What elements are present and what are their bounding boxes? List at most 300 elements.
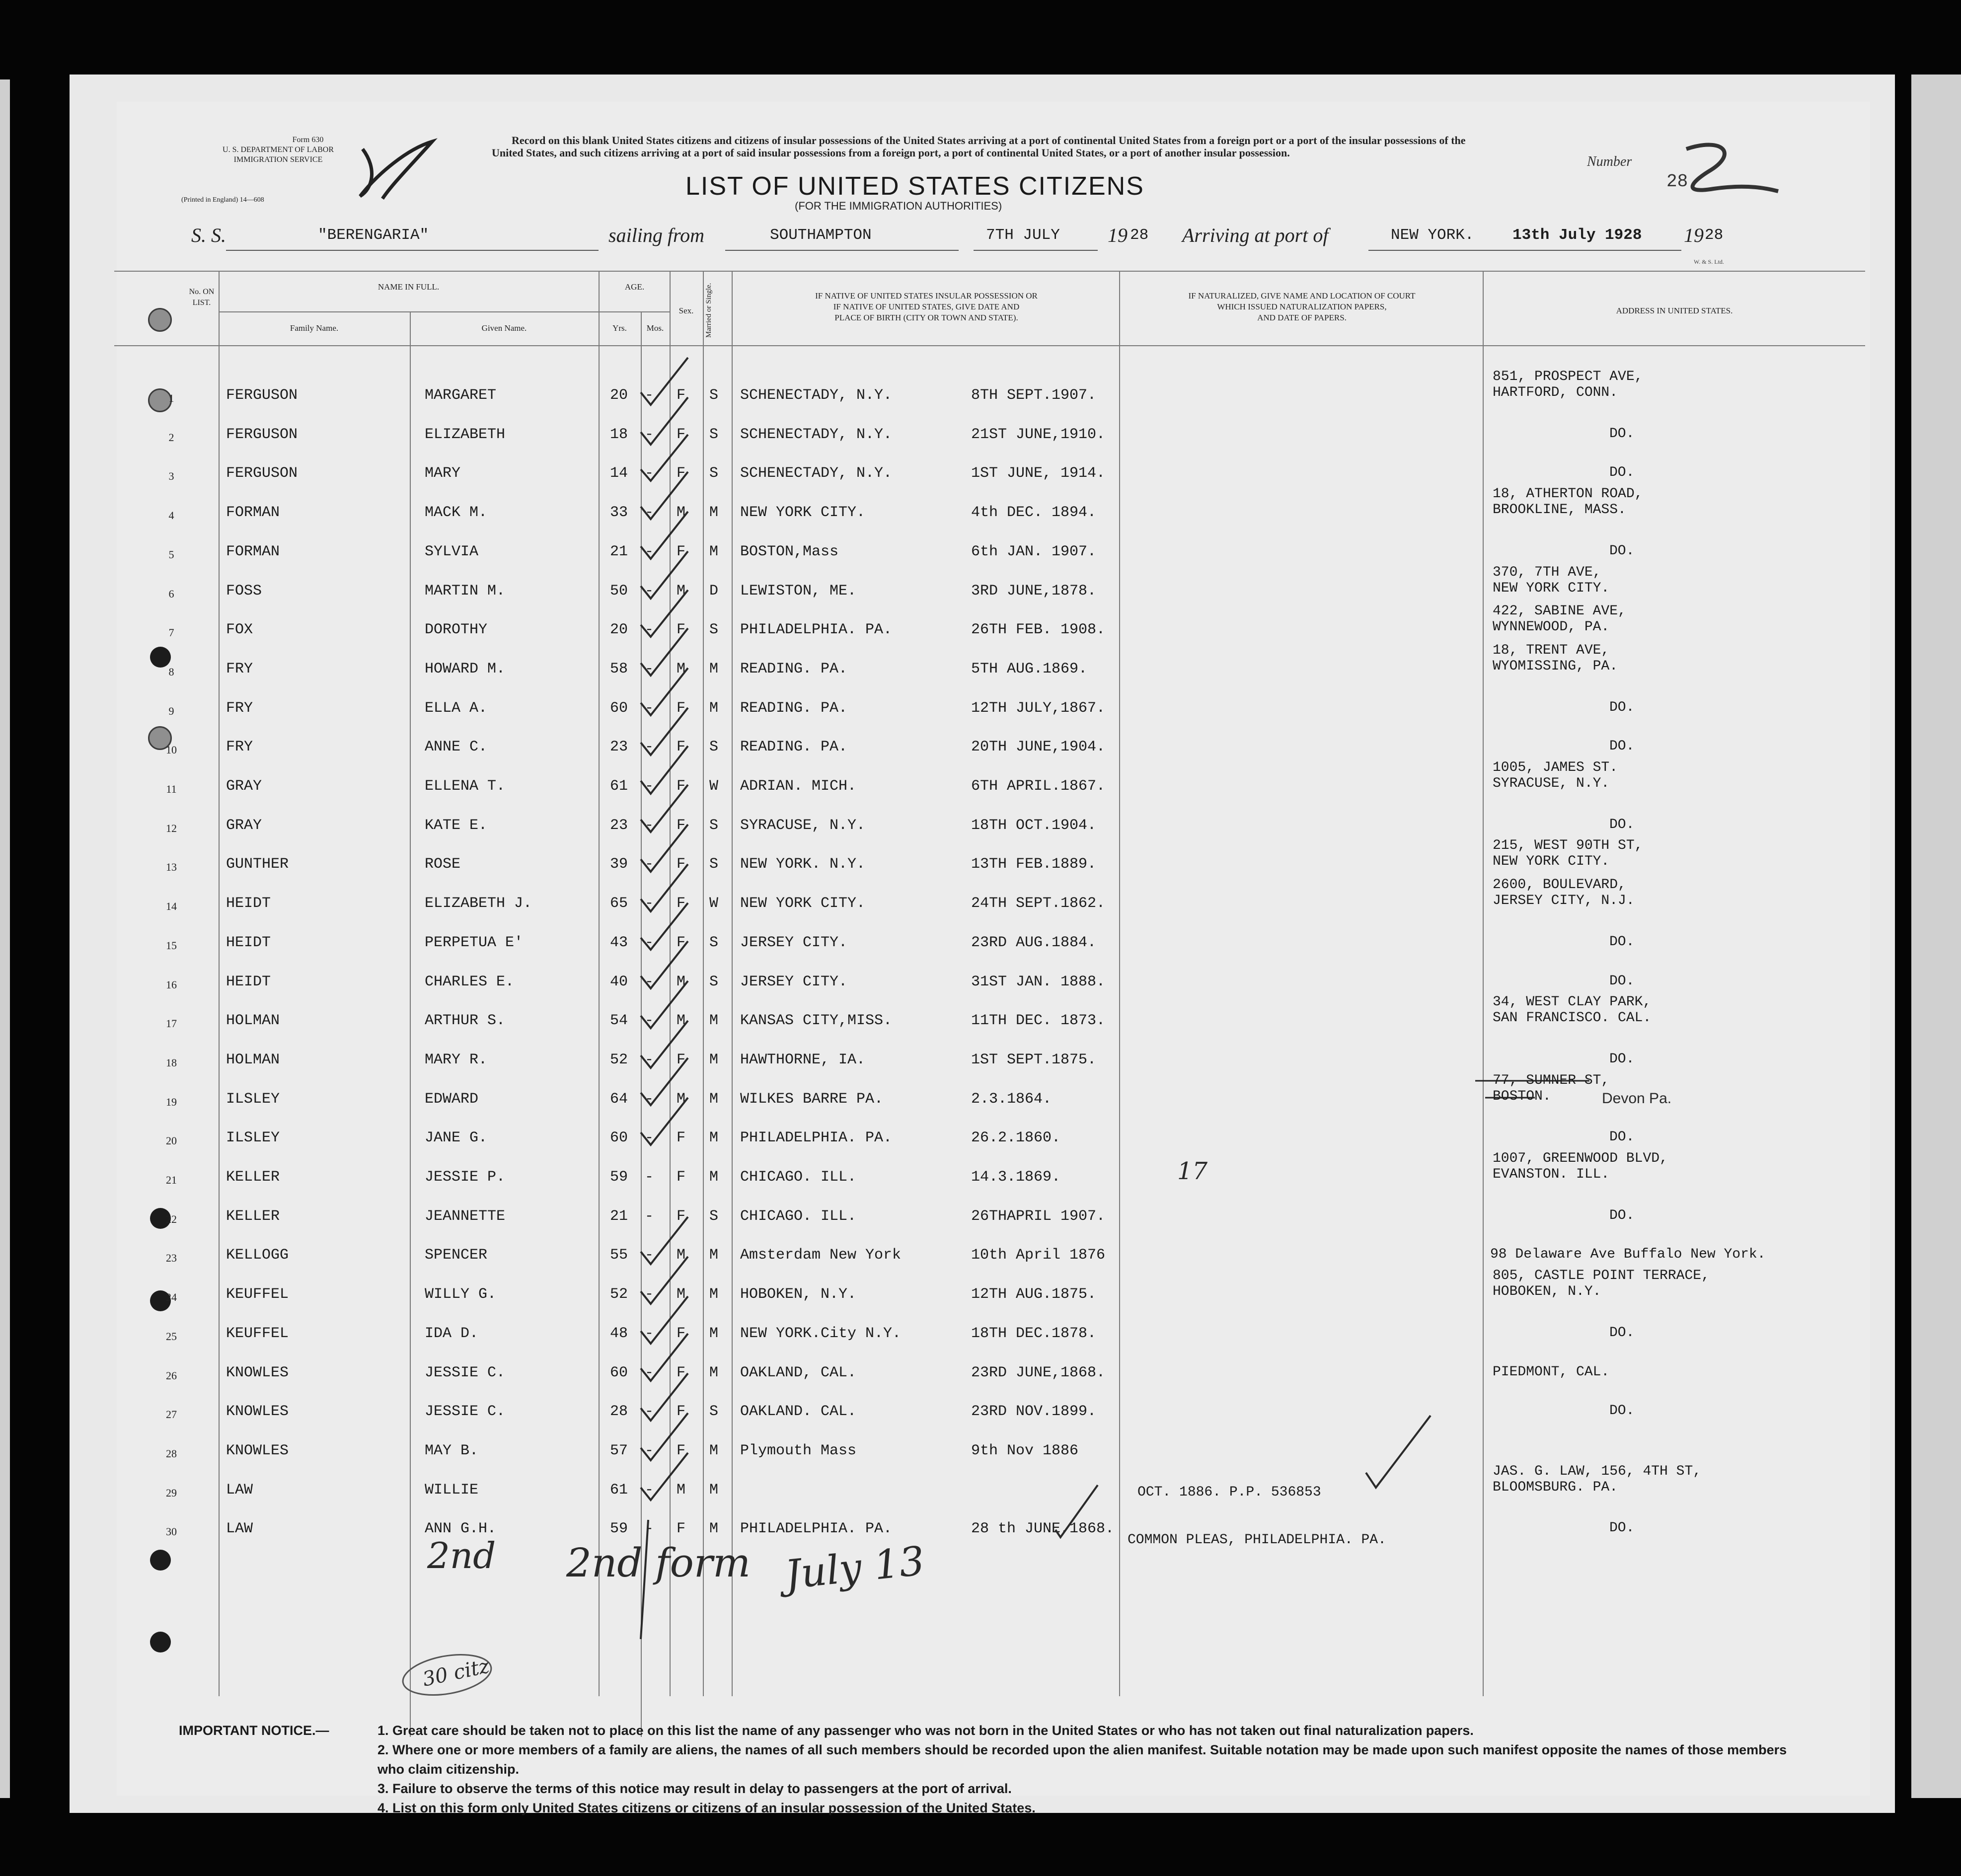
header-sex: Sex. [679,306,694,315]
marital-status: M [709,1520,719,1537]
given-name: JEANNETTE [425,1208,506,1225]
age-years: 60 [610,1364,628,1381]
family-name: HOLMAN [226,1012,280,1029]
sex: F [677,1325,686,1342]
address-line-1: DO. [1609,1520,1635,1536]
family-name: FERGUSON [226,426,298,443]
given-name: MAY B. [425,1442,479,1459]
birth-place: NEW YORK.City N.Y. [740,1325,902,1342]
age-months: - [645,621,654,638]
age-months: - [645,1247,654,1264]
birth-place: HOBOKEN, N.Y. [740,1286,857,1303]
age-months: - [645,1520,654,1537]
marital-status: S [709,974,719,990]
age-years: 55 [610,1247,628,1264]
birth-date: 4th DEC. 1894. [971,504,1097,521]
table-row [0,1268,1961,1314]
address [1609,543,1634,559]
age-months: - [645,426,654,443]
address-line-1: DO. [1609,817,1635,832]
birth-place: OAKLAND, CAL. [740,1364,857,1381]
birth-place: CHICAGO. ILL. [740,1208,857,1225]
marital-status: M [709,700,719,717]
family-name: KELLOGG [226,1247,289,1264]
page-title: LIST OF UNITED STATES CITIZENS [685,172,1144,201]
header-years: Yrs. [612,323,627,333]
age-months: - [645,543,654,560]
birth-date: 9th Nov 1886 [971,1442,1079,1459]
header-name-in-full: NAME IN FULL. [377,282,440,292]
row-number: 15 [166,939,177,952]
age-years: 59 [610,1169,628,1186]
marital-status: S [709,426,719,443]
birth-place: PHILADELPHIA. PA. [740,1520,893,1537]
header-given-name: Given Name. [481,323,527,333]
family-name: LAW [226,1482,253,1499]
birth-place: NEW YORK CITY. [740,504,866,521]
departure-year-prefix: 19 [1108,224,1128,246]
birth-place: BOSTON,Mass [740,543,839,560]
important-notice [179,1721,1803,1860]
sex: F [677,895,686,912]
marital-status: S [709,739,719,755]
age-years: 52 [610,1286,628,1303]
given-name: MARY R. [425,1051,488,1068]
sex: M [677,1482,686,1499]
age-months: - [645,1325,654,1342]
age-months: - [645,1482,654,1499]
sex: M [677,1286,686,1303]
address-line-1: PIEDMONT, CAL. [1493,1364,1610,1380]
age-years: 20 [610,621,628,638]
address-line-1: 215, WEST 90TH ST, [1493,838,1643,853]
sex: M [677,1091,686,1108]
record-instructions: Record on this blank United States citizens and citizens of insular possessions of the United States arriving at a port of continental United States from a foreign port or a port of the insular possessions of the United States, and such citizens arriving at a port of said insular possessions from a foreign port, a port of continental United States, or a port of another insular possession. [492,134,1466,159]
sex: M [677,583,686,600]
address-line-1: 77, SUMNER ST, [1493,1073,1610,1088]
marital-status: M [709,1364,719,1381]
marital-status: M [709,1091,719,1108]
birth-date: 28 th JUNE,1868. [971,1520,1115,1537]
birth-date: 26THAPRIL 1907. [971,1208,1106,1225]
marital-status: S [709,621,719,638]
age-years: 58 [610,661,628,677]
birth-place: WILKES BARRE PA. [740,1091,884,1108]
age-months: - [645,387,654,404]
birth-date: 12TH JULY,1867. [971,700,1106,717]
birth-date: 3RD JUNE,1878. [971,583,1097,600]
address-line-1: 34, WEST CLAY PARK, [1493,994,1652,1010]
family-name: FRY [226,739,253,755]
address [1493,1268,1710,1300]
marital-status: M [709,1012,719,1029]
family-name: GUNTHER [226,856,289,873]
header-birth-line: PLACE OF BIRTH (CITY OR TOWN AND STATE). [834,313,1018,322]
sex: M [677,1012,686,1029]
address-line-1: DO. [1609,934,1635,950]
address-line-2: EVANSTON. ILL. [1493,1167,1610,1182]
family-name: FERGUSON [226,387,298,404]
address-line-1: DO. [1609,974,1635,989]
birth-place: SCHENECTADY, N.Y. [740,465,893,482]
form-identification [184,135,373,165]
address [1609,1051,1634,1067]
given-name: JANE G. [425,1129,488,1146]
address-line-1: JAS. G. LAW, 156, 4TH ST, [1493,1464,1702,1479]
department-name: U. S. DEPARTMENT OF LABOR [223,146,334,154]
age-years: 54 [610,1012,628,1029]
row-number: 26 [166,1369,177,1382]
sex: F [677,465,686,482]
family-name: HEIDT [226,934,271,951]
address [1493,1151,1668,1183]
sex: M [677,974,686,990]
age-years: 40 [610,974,628,990]
birth-date: 26TH FEB. 1908. [971,621,1106,638]
row-number: 13 [166,861,177,873]
address-line-1: DO. [1609,426,1635,442]
naturalization-line-2: COMMON PLEAS, PHILADELPHIA. PA. [1128,1532,1386,1548]
row-number: 2 [168,431,174,444]
table-row [0,927,1961,962]
port-of-arrival: NEW YORK. [1391,226,1474,244]
family-name: FOX [226,621,253,638]
arrival-year-prefix: 19 [1684,224,1704,246]
birth-date: 12TH AUG.1875. [971,1286,1097,1303]
age-months: - [645,934,654,951]
birth-place: NEW YORK CITY. [740,895,866,912]
marital-status: W [709,895,719,912]
row-number: 21 [166,1174,177,1186]
address-line-1: 1007, GREENWOOD BLVD, [1493,1151,1668,1166]
birth-date: 23RD NOV.1899. [971,1403,1097,1420]
header-family-name: Family Name. [290,323,339,333]
row-number: 4 [168,509,174,522]
family-name: FORMAN [226,504,280,521]
marital-status: S [709,856,719,873]
marital-status: S [709,387,719,404]
birth-place: Amsterdam New York [740,1247,902,1264]
address-line-2: WYOMISSING, PA. [1493,659,1618,674]
birth-date: 23RD AUG.1884. [971,934,1097,951]
family-name: LAW [226,1520,253,1537]
underline [226,250,599,251]
table-row [0,994,1961,1040]
address-line-2: NEW YORK CITY. [1493,854,1610,869]
marital-status: M [709,543,719,560]
handwritten-note: July 13 [782,1537,927,1598]
address [1609,465,1634,481]
given-name: ANNE C. [425,739,488,755]
given-name: MARTIN M. [425,583,506,600]
address [1493,877,1635,909]
birth-place: JERSEY CITY. [740,974,848,990]
sex: M [677,1247,686,1264]
table-row [0,838,1961,884]
address [1493,369,1643,401]
marital-status: M [709,1482,719,1499]
marital-status: S [709,465,719,482]
sex: M [677,504,686,521]
family-name: HEIDT [226,974,271,990]
address [1609,739,1634,754]
address [1493,838,1643,870]
row-number: 3 [168,470,174,482]
underline [974,250,1098,251]
table-row [0,760,1961,806]
port-of-departure: SOUTHAMPTON [770,226,872,244]
family-name: GRAY [226,817,262,834]
birth-place: READING. PA. [740,700,848,717]
address-line-2: BOSTON. [1493,1089,1551,1104]
age-months: - [645,1012,654,1029]
marital-status: S [709,934,719,951]
address-line-2: WYNNEWOOD, PA. [1493,619,1610,635]
sailing-label: sailing from [608,224,704,246]
table-row [0,967,1961,1001]
family-name: FERGUSON [226,465,298,482]
address-line-1: DO. [1609,1325,1635,1341]
family-name: HEIDT [226,895,271,912]
sex: F [677,1403,686,1420]
table-row [0,877,1961,923]
age-years: 33 [610,504,628,521]
table-row [0,693,1961,728]
address [1493,565,1609,597]
table-row [0,486,1961,532]
row-number: 16 [166,978,177,991]
birth-place: CHICAGO. ILL. [740,1169,857,1186]
header-naturalization-line: WHICH ISSUED NATURALIZATION PAPERS, [1217,302,1387,311]
row-number: 11 [166,783,177,795]
underline [725,250,959,251]
table-row [0,603,1961,649]
row-number: 22 [166,1213,177,1225]
table-row [0,1464,1961,1509]
row-number: 19 [166,1096,177,1108]
header-border [114,345,1865,346]
age-months: - [645,1208,654,1225]
address-line-1: 2600, BOULEVARD, [1493,877,1626,893]
row-number: 10 [166,744,177,756]
sex: F [677,817,686,834]
table-row [0,1513,1961,1548]
marital-status: S [709,817,719,834]
address-line-1: 18, TRENT AVE, [1493,643,1610,658]
age-months: - [645,1364,654,1381]
birth-date: 31ST JAN. 1888. [971,974,1106,990]
address-line-1: 1005, JAMES ST. [1493,760,1618,775]
birth-date: 10th April 1876 [971,1247,1106,1264]
age-months: - [645,739,654,755]
birth-place: KANSAS CITY,MISS. [740,1012,893,1029]
header-birth-line: IF NATIVE OF UNITED STATES, GIVE DATE AND [833,302,1020,311]
birth-place: LEWISTON, ME. [740,583,857,600]
address [1609,974,1634,989]
address-line-1: DO. [1609,700,1635,715]
table-row [0,1396,1961,1431]
address-line-1: DO. [1609,1051,1635,1067]
table-row [0,458,1961,493]
row-number: 29 [166,1487,177,1499]
table-row [0,732,1961,766]
age-months: - [645,465,654,482]
marital-status: D [709,583,719,600]
age-years: 21 [610,1208,628,1225]
age-years: 20 [610,387,628,404]
age-months: - [645,1129,654,1146]
birth-date: 14.3.1869. [971,1169,1061,1186]
age-years: 60 [610,1129,628,1146]
header-naturalization-line: IF NATURALIZED, GIVE NAME AND LOCATION OF COURT [1188,291,1416,300]
given-name: CHARLES E. [425,974,515,990]
age-months: - [645,1442,654,1459]
sex: F [677,856,686,873]
sex: F [677,1364,686,1381]
address [1493,1464,1701,1496]
address-line-1: 422, SABINE AVE, [1493,603,1626,619]
given-name: WILLIE [425,1482,479,1499]
row-number: 12 [166,822,177,834]
table-row [0,536,1961,571]
given-name: ARTHUR S. [425,1012,506,1029]
given-name: ELLA A. [425,700,488,717]
table-border [114,271,1865,272]
age-years: 14 [610,465,628,482]
handwritten-note: 2nd [427,1535,496,1576]
given-name: IDA D. [425,1325,479,1342]
age-years: 59 [610,1520,628,1537]
family-name: KNOWLES [226,1442,289,1459]
ss-label: S. S. [191,224,226,246]
family-name: ILSLEY [226,1129,280,1146]
address-line-1: 18, ATHERTON ROAD, [1493,486,1643,502]
row-number: 25 [166,1330,177,1343]
address-line-1: DO. [1609,1208,1635,1223]
address-line-2: NEW YORK CITY. [1493,581,1610,596]
address-line-1: 851, PROSPECT AVE, [1493,369,1643,384]
row-number: 23 [166,1252,177,1264]
address-line-2: BLOOMSBURG. PA. [1493,1480,1618,1495]
age-months: - [645,778,654,795]
subheader-border [599,311,670,312]
notice-item: 1. Great care should be taken not to place on this list the name of any passenger who was not born in the United States or who has not taken out final naturalization papers. [377,1723,1474,1738]
departure-date: 7TH JULY [986,226,1060,244]
address [1609,1208,1634,1224]
marital-status: S [709,1403,719,1420]
age-years: 23 [610,739,628,755]
birth-place: READING. PA. [740,739,848,755]
address-line-2: SYRACUSE, N.Y. [1493,776,1610,791]
age-months: - [645,1091,654,1108]
given-name: MARGARET [425,387,497,404]
age-years: 18 [610,426,628,443]
given-name: KATE E. [425,817,488,834]
sex: F [677,426,686,443]
given-name: ELIZABETH [425,426,506,443]
table-row [0,369,1961,415]
given-name: EDWARD [425,1091,479,1108]
ship-name: "BERENGARIA" [318,226,429,244]
handwritten-note: 30 citz [420,1654,492,1691]
row-number: 28 [166,1447,177,1460]
age-years: 48 [610,1325,628,1342]
age-years: 23 [610,817,628,834]
header-no-on-list: No. ON LIST. [189,288,215,307]
marital-status: M [709,1169,719,1186]
table-row [0,643,1961,688]
address [1493,1073,1609,1105]
address [1493,1364,1609,1380]
given-name: SPENCER [425,1247,488,1264]
handwritten-margin-17: 17 [1177,1157,1208,1185]
subheader-border [219,311,599,312]
address-line-2: SAN FRANCISCO. CAL. [1493,1010,1652,1026]
age-months: - [645,504,654,521]
birth-date: 5TH AUG.1869. [971,661,1088,677]
birth-date: 6TH APRIL.1867. [971,778,1106,795]
printer-mark: W. & S. Ltd. [1694,258,1724,265]
handwritten-note: 2nd form [566,1540,751,1586]
given-name: JESSIE C. [425,1403,506,1420]
marital-status: M [709,504,719,521]
birth-place: HAWTHORNE, IA. [740,1051,866,1068]
birth-place: READING. PA. [740,661,848,677]
table-row [0,1357,1961,1392]
age-years: 57 [610,1442,628,1459]
family-name: FRY [226,661,253,677]
given-name: PERPETUA E' [425,934,524,951]
sex: F [677,739,686,755]
given-name: DOROTHY [425,621,488,638]
address-line-1: DO. [1609,1403,1635,1419]
address-correction: Devon Pa. [1602,1090,1672,1107]
age-years: 21 [610,543,628,560]
header-married-or-single: Married or Single. [705,283,713,338]
service-name: IMMIGRATION SERVICE [233,155,323,164]
age-months: - [645,700,654,717]
arrival-year: 28 [1705,226,1724,244]
address [1493,994,1651,1026]
printed-note: (Printed in England) 14—608 [181,196,264,204]
address [1493,603,1626,635]
age-years: 60 [610,700,628,717]
given-name: HOWARD M. [425,661,506,677]
birth-date: 24TH SEPT.1862. [971,895,1106,912]
birth-date: 6th JAN. 1907. [971,543,1097,560]
address [1609,1325,1634,1341]
given-name: MARY [425,465,461,482]
sex: M [677,661,686,677]
given-name: JESSIE C. [425,1364,506,1381]
family-name: FRY [226,700,253,717]
address-line-1: DO. [1609,1129,1635,1145]
address [1609,934,1634,950]
birth-date: 20TH JUNE,1904. [971,739,1106,755]
row-number: 8 [168,666,174,678]
header-months: Mos. [646,323,664,333]
given-name: MACK M. [425,504,488,521]
sex: F [677,543,686,560]
header-birth-place [733,291,1120,323]
address [1609,817,1634,833]
birth-date: 8TH SEPT.1907. [971,387,1097,404]
age-years: 52 [610,1051,628,1068]
age-years: 39 [610,856,628,873]
table-row [0,1201,1961,1236]
age-years: 28 [610,1403,628,1420]
address [1609,426,1634,442]
